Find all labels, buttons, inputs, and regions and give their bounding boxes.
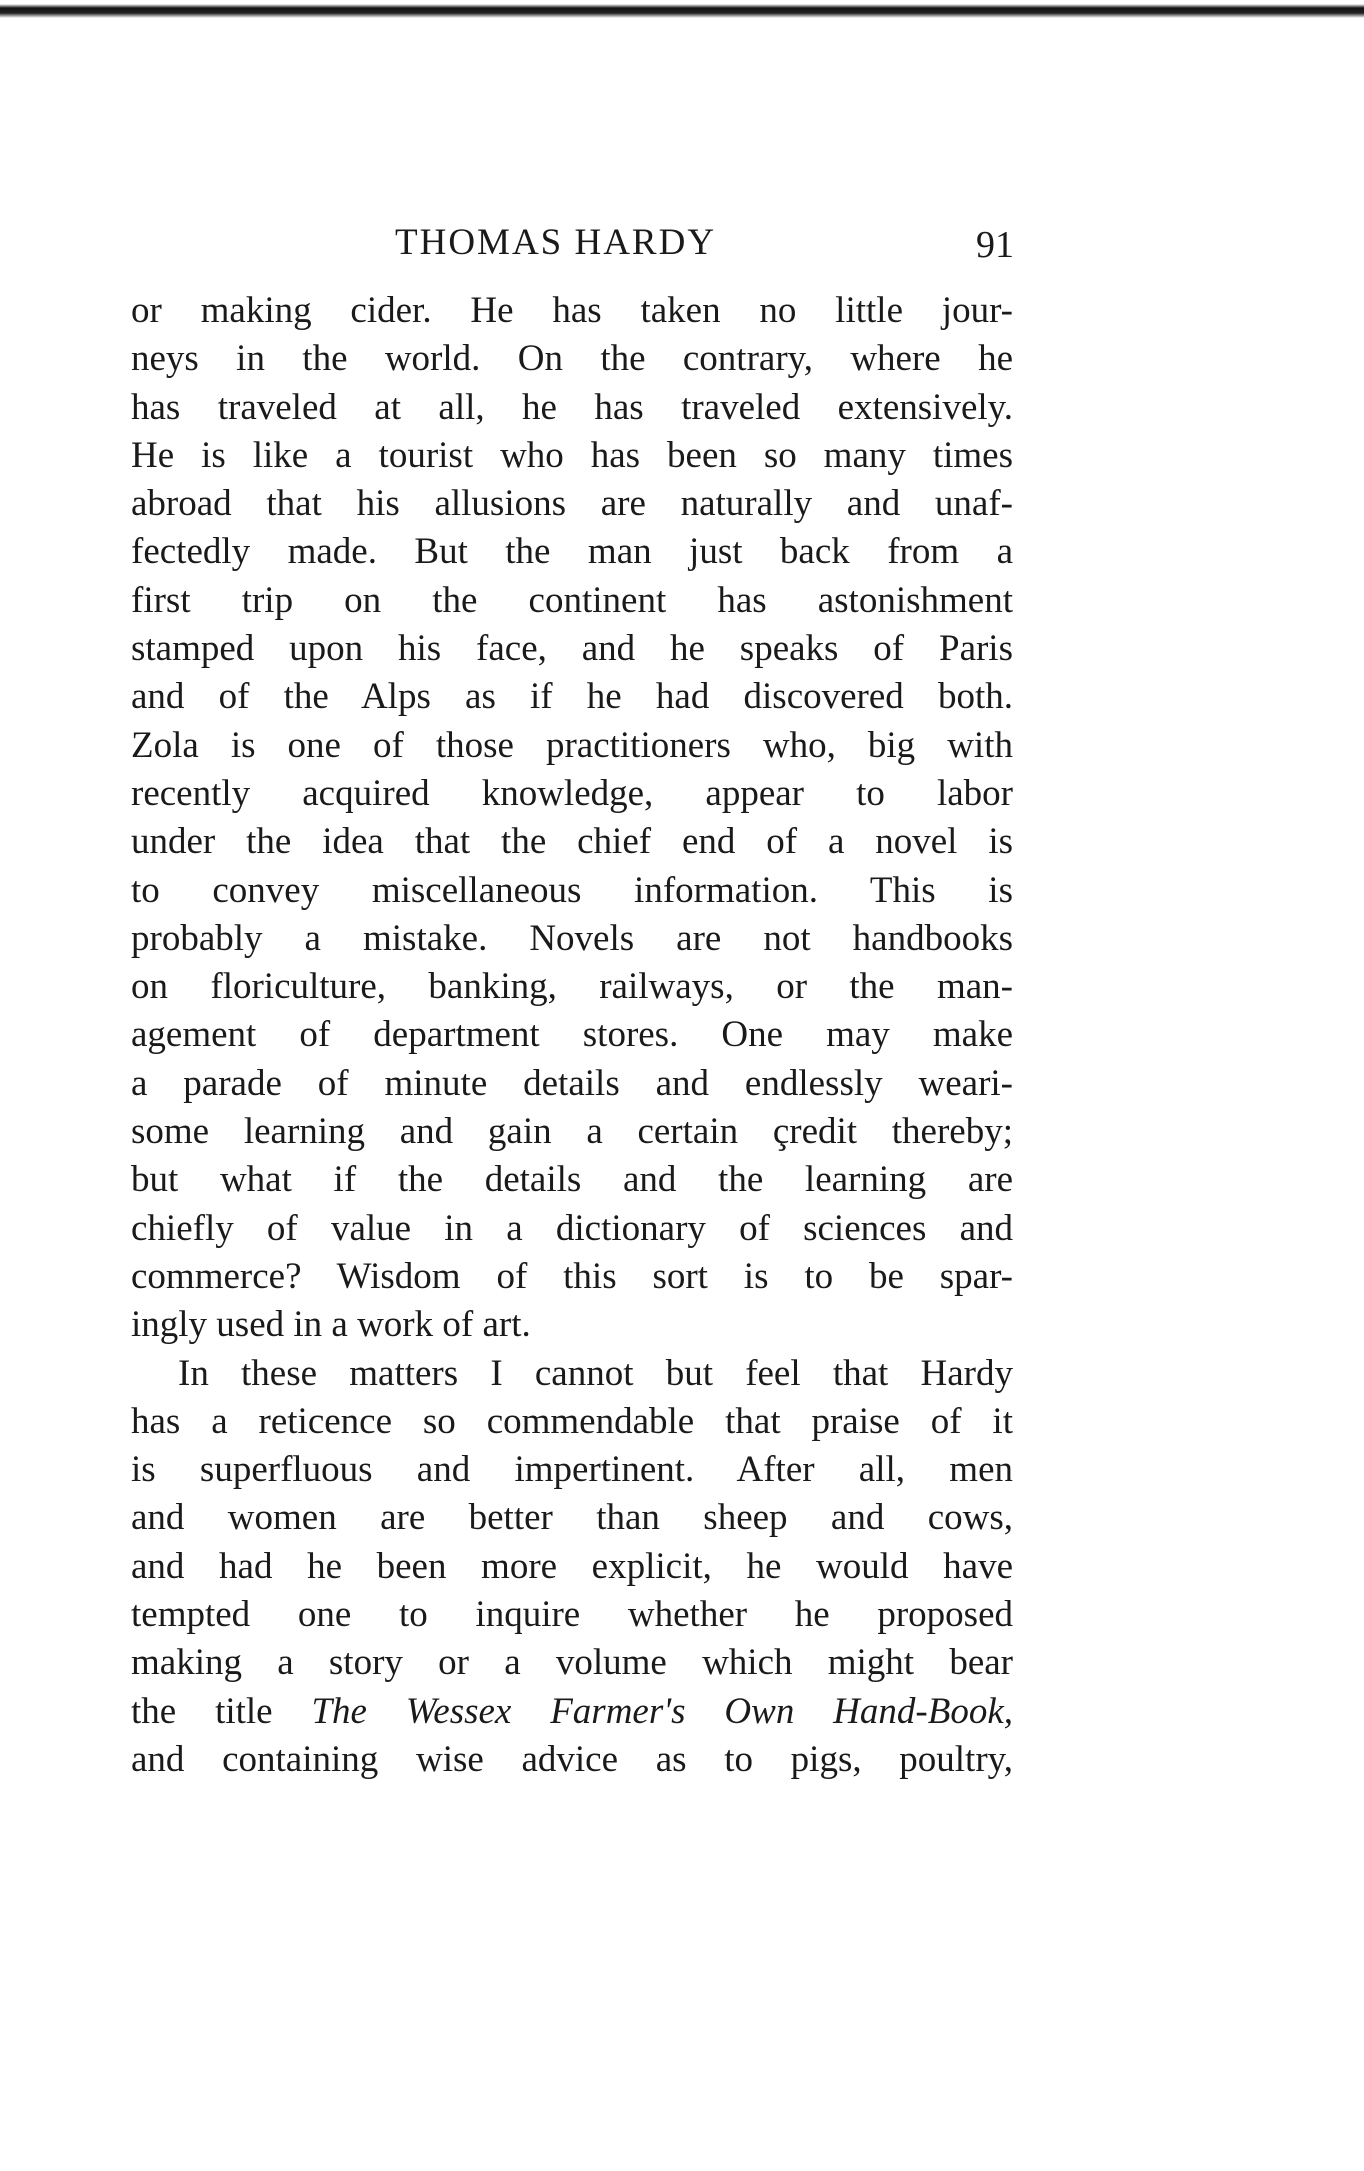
text-line: and had he been more explicit, he would have	[131, 1545, 1013, 1587]
page-number: 91	[976, 224, 1014, 266]
text-line: abroad that his allusions are naturally and unaf-	[131, 483, 1013, 525]
body-text	[131, 287, 1013, 1784]
text-line: neys in the world. On the contrary, where he	[131, 338, 1013, 380]
text-line: recently acquired knowledge, appear to labor	[131, 772, 1013, 814]
text-line: on floriculture, banking, railways, or the man-	[131, 966, 1013, 1008]
text-line	[131, 1688, 1013, 1736]
text-line: under the idea that the chief end of a novel is	[131, 821, 1013, 863]
text-line-prefix: the title	[131, 1690, 312, 1732]
text-line: but what if the details and the learning are	[131, 1159, 1013, 1201]
text-line: chiefly of value in a dictionary of sciences and	[131, 1207, 1013, 1249]
text-line: has traveled at all, he has traveled extensively.	[131, 386, 1013, 428]
text-line: commerce? Wisdom of this sort is to be spar-	[131, 1255, 1013, 1297]
text-line: probably a mistake. Novels are not handbooks	[131, 917, 1013, 959]
text-line: Zola is one of those practitioners who, big with	[131, 724, 1013, 766]
running-head-title: THOMAS HARDY	[395, 222, 717, 263]
scan-top-edge	[0, 0, 1364, 18]
paragraph-1	[131, 287, 1013, 1350]
text-line: to convey miscellaneous information. This is	[131, 869, 1013, 911]
text-line: fectedly made. But the man just back from a	[131, 531, 1013, 573]
text-line: He is like a tourist who has been so many times	[131, 434, 1013, 476]
text-line: In these matters I cannot but feel that Hardy	[178, 1352, 1013, 1394]
text-line: is superfluous and impertinent. After all, men	[131, 1449, 1013, 1491]
text-line: has a reticence so commendable that praise of it	[131, 1400, 1013, 1442]
text-line: first trip on the continent has astonishment	[131, 579, 1013, 621]
text-line: a parade of minute details and endlessly weari-	[131, 1062, 1013, 1104]
text-line: making a story or a volume which might bear	[131, 1642, 1013, 1684]
text-line: stamped upon his face, and he speaks of Paris	[131, 628, 1013, 670]
text-line: and women are better than sheep and cows,	[131, 1497, 1013, 1539]
paragraph-2	[131, 1350, 1013, 1785]
text-line: and of the Alps as if he had discovered both.	[131, 676, 1013, 718]
book-title: The Wessex Farmer's Own Hand-Book,	[311, 1690, 1013, 1732]
text-line: tempted one to inquire whether he proposed	[131, 1594, 1013, 1636]
text-line: and containing wise advice as to pigs, poultry,	[131, 1738, 1013, 1780]
text-line: some learning and gain a certain çredit thereby;	[131, 1111, 1013, 1153]
running-head	[130, 218, 1014, 268]
text-line: agement of department stores. One may make	[131, 1014, 1013, 1056]
text-line: ingly used in a work of art.	[131, 1304, 531, 1346]
text-line: or making cider. He has taken no little jour-	[131, 290, 1013, 331]
